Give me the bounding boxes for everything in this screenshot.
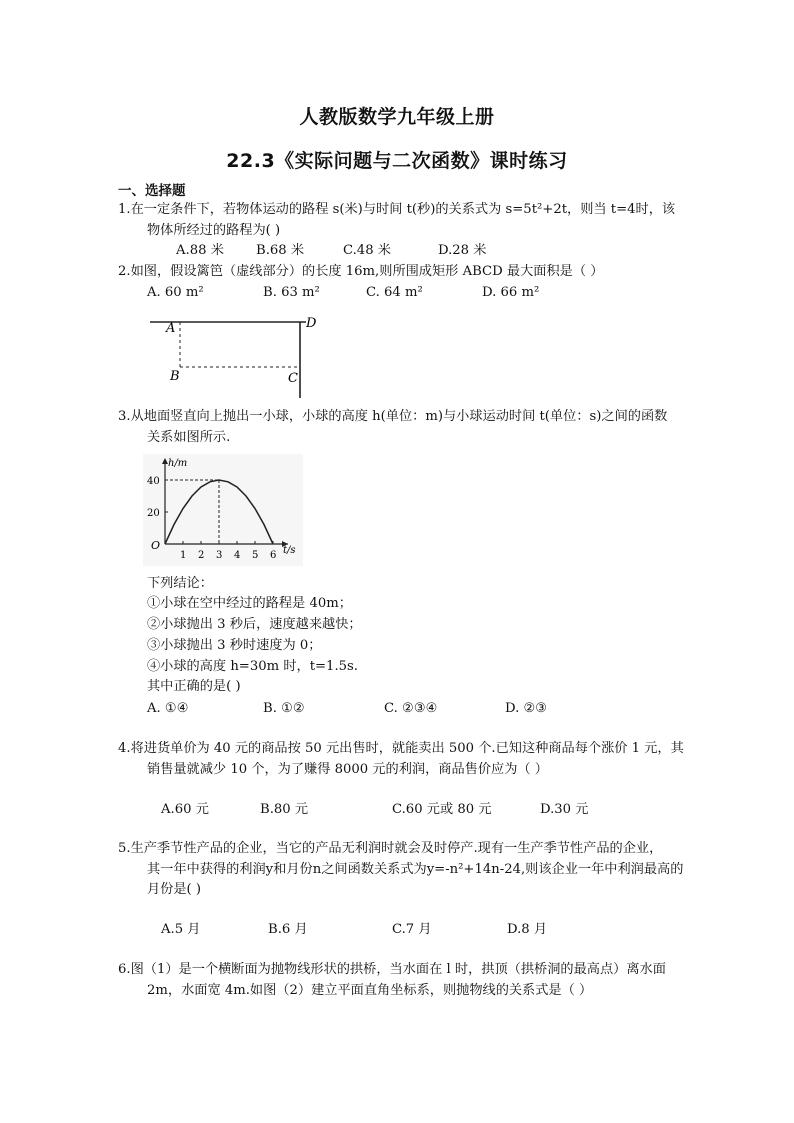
question-5-line-2: 其一年中获得的利润y和月份n之间函数关系式为y=-n²+14n-24,则该企业一年中利润最高的 bbox=[147, 862, 684, 877]
x-tick-label: 4 bbox=[234, 550, 241, 561]
x-tick-label: 5 bbox=[252, 550, 259, 561]
section-heading: 一、选择题 bbox=[118, 183, 186, 199]
y-tick-label: 40 bbox=[147, 476, 160, 487]
y-axis-label: h/m bbox=[168, 458, 188, 469]
x-tick-label: 1 bbox=[180, 550, 187, 561]
question-5-line-1: 5.生产季节性产品的企业，当它的产品无利润时就会及时停产.现有一生产季节性产品的企业， bbox=[118, 841, 663, 856]
question-6-line-1: 6.图（1）是一个横断面为抛物线形状的拱桥，当水面在 l 时，拱顶（拱桥洞的最高点）离水面 bbox=[118, 962, 666, 977]
question-2-option-b: B. 63 m² bbox=[263, 285, 320, 300]
question-4-option-a: A.60 元 bbox=[161, 802, 209, 817]
question-5-option-a: A.5 月 bbox=[161, 922, 201, 937]
question-3-option-a: A. ①④ bbox=[147, 701, 189, 716]
conclusion-2: ②小球抛出 3 秒后，速度越来越快； bbox=[147, 617, 362, 632]
label-b: B bbox=[170, 369, 180, 384]
conclusion-4: ④小球的高度 h=30m 时，t=1.5s. bbox=[147, 659, 358, 674]
question-4-option-b: B.80 元 bbox=[260, 802, 309, 817]
question-2-option-a: A. 60 m² bbox=[147, 285, 204, 300]
question-1-option-b: B.68 米 bbox=[256, 243, 305, 258]
x-tick-label: 3 bbox=[216, 550, 223, 561]
question-5-option-c: C.7 月 bbox=[392, 922, 432, 937]
question-4-option-c: C.60 元或 80 元 bbox=[392, 802, 492, 817]
question-2-option-d: D. 66 m² bbox=[482, 285, 540, 300]
label-a: A bbox=[166, 321, 176, 336]
conclusion-1: ①小球在空中经过的路程是 40m； bbox=[147, 596, 352, 611]
question-4-line-1: 4.将进货单价为 40 元的商品按 50 元出售时，就能卖出 500 个.已知这种商品每个涨价 1 元，其 bbox=[118, 741, 684, 756]
question-1-line-2: 物体所经过的路程为( ) bbox=[147, 223, 281, 238]
page-title: 人教版数学九年级上册 bbox=[299, 106, 495, 128]
question-5-option-b: B.6 月 bbox=[268, 922, 308, 937]
rectangle-figure bbox=[148, 310, 328, 402]
question-1-option-d: D.28 米 bbox=[438, 243, 487, 258]
question-2-option-c: C. 64 m² bbox=[366, 285, 423, 300]
question-4-option-d: D.30 元 bbox=[540, 802, 589, 817]
question-1-line-1: 1.在一定条件下，若物体运动的路程 s(米)与时间 t(秒)的关系式为 s=5t²+2t，则当 t=4时，该 bbox=[118, 202, 676, 217]
conclusions-intro: 下列结论： bbox=[147, 576, 213, 591]
question-3-ask: 其中正确的是( ) bbox=[147, 679, 241, 694]
height-time-chart bbox=[143, 454, 303, 566]
origin-label: O bbox=[151, 539, 161, 552]
x-axis-label: t/s bbox=[283, 545, 296, 556]
question-3-option-c: C. ②③④ bbox=[384, 701, 438, 716]
label-c: C bbox=[288, 371, 298, 386]
question-5-option-d: D.8 月 bbox=[507, 922, 548, 937]
conclusion-3: ③小球抛出 3 秒时速度为 0； bbox=[147, 638, 322, 653]
question-1-option-a: A.88 米 bbox=[176, 243, 224, 258]
x-tick-label: 6 bbox=[270, 550, 277, 561]
question-3-option-d: D. ②③ bbox=[505, 701, 548, 716]
question-5-line-3: 月份是( ) bbox=[147, 882, 202, 897]
question-1-option-c: C.48 米 bbox=[343, 243, 391, 258]
question-3-line-2: 关系如图所示. bbox=[147, 430, 231, 445]
label-d: D bbox=[306, 316, 317, 331]
page-subtitle: 22.3《实际问题与二次函数》课时练习 bbox=[226, 150, 568, 172]
question-3-line-1: 3.从地面竖直向上抛出一小球，小球的高度 h(单位：m)与小球运动时间 t(单位：s)之间的函数 bbox=[118, 409, 668, 424]
question-4-line-2: 销售量就减少 10 个，为了赚得 8000 元的利润，商品售价应为（ ） bbox=[147, 762, 548, 777]
question-3-option-b: B. ①② bbox=[263, 701, 305, 716]
question-6-line-2: 2m，水面宽 4m.如图（2）建立平面直角坐标系，则抛物线的关系式是（ ） bbox=[147, 983, 593, 998]
question-2-line-1: 2.如图，假设篱笆（虚线部分）的长度 16m,则所围成矩形 ABCD 最大面积是（ ） bbox=[118, 264, 604, 279]
y-tick-label: 20 bbox=[147, 508, 160, 519]
x-tick-label: 2 bbox=[198, 550, 205, 561]
